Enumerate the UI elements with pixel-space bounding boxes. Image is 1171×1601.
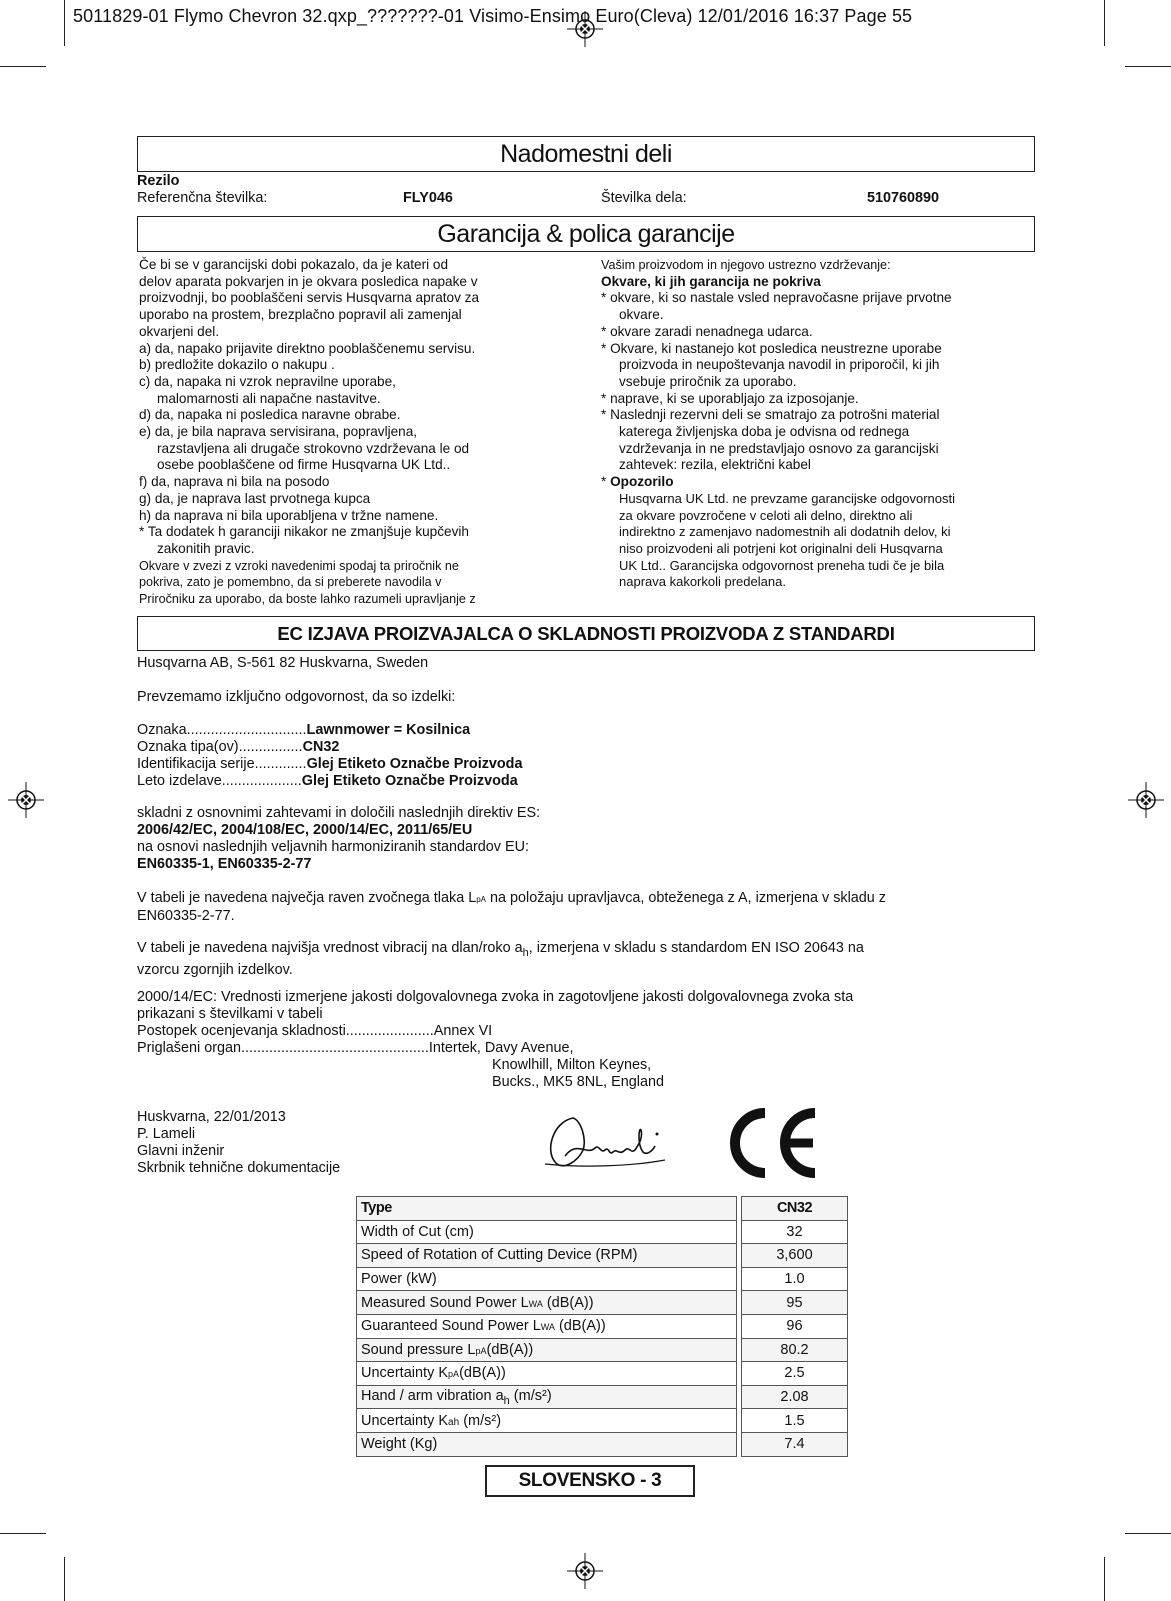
text-line: zahtevek: rezila, električni kabel bbox=[619, 457, 811, 473]
parts-item: Rezilo bbox=[137, 173, 180, 189]
text-line: proizvodnji, bo pooblaščeni servis Husqvarna apratov za bbox=[139, 290, 480, 306]
table-row bbox=[357, 1409, 848, 1433]
text-line: indirektno z zamenjavo nadomestnih ali dodatnih delov, ki bbox=[619, 524, 951, 540]
text-line: niso proizvodeni ali potrjeni kot originalni deli Husqvarna bbox=[619, 540, 943, 556]
sound-paragraph: V tabeli je navedena največja raven zvočnega tlaka LpA na položaju upravljavca, obteženega z A, izmerjena v skladu z EN60335-2-77. bbox=[137, 890, 886, 924]
text-line: vsebuje priročnik za uporabo. bbox=[619, 373, 797, 389]
text-line: e) da, je bila naprava servisirana, popravljena, bbox=[139, 424, 418, 440]
signer-role: Skrbnik tehnične dokumentacije bbox=[137, 1160, 341, 1176]
row-value: 1.0 bbox=[742, 1267, 848, 1291]
row-label: Speed of Rotation of Cutting Device (RPM) bbox=[357, 1244, 737, 1268]
row-label: Weight (Kg) bbox=[357, 1432, 737, 1456]
table-row bbox=[357, 1267, 848, 1291]
row-label: Uncertainty Kah (m/s²) bbox=[357, 1409, 737, 1433]
text-line: f) da, naprava ni bila na posodo bbox=[139, 474, 330, 490]
spec-table bbox=[356, 1196, 848, 1457]
standards: EN60335-1, EN60335-2-77 bbox=[137, 856, 312, 872]
parts-title-box bbox=[137, 136, 1035, 172]
text-line: a) da, napako prijavite direktno pooblaščenemu servisu. bbox=[139, 340, 476, 356]
text-line: Če bi se v garancijski dobi pokazalo, da je kateri od bbox=[139, 257, 449, 272]
ref-value: FLY046 bbox=[403, 190, 453, 206]
text-line: c) da, napaka ni vzrok nepravilne uporabe, bbox=[139, 373, 396, 389]
text-line: osebe pooblaščene od firme Husqvarna UK Ltd.. bbox=[157, 457, 451, 473]
text-line: * okvare, ki so nastale vsled nepravočasne prijave prvotne bbox=[601, 290, 952, 306]
ec-title: EC IZJAVA PROIZVAJALCA O SKLADNOSTI PROIZVODA Z STANDARDI bbox=[277, 623, 895, 644]
row-value: 32 bbox=[742, 1220, 848, 1244]
crop-mark bbox=[0, 66, 46, 67]
warning-heading-line: * Opozorilo bbox=[601, 474, 674, 490]
table-row bbox=[357, 1291, 848, 1315]
row-label: Uncertainty KpA(dB(A)) bbox=[357, 1362, 737, 1386]
warranty-title: Garancija & polica garancije bbox=[437, 220, 735, 248]
notified-body-row: Priglašeni organ............................................... Intertek, Davy Avenue, bbox=[137, 1040, 574, 1056]
company: Husqvarna AB, S-561 82 Huskvarna, Sweden bbox=[137, 655, 429, 671]
crop-mark bbox=[64, 1557, 65, 1601]
print-header: 5011829-01 Flymo Chevron 32.qxp_???????-01 Visimo-Ensimo Euro(Cleva) 12/01/2016 16:37 Page 55 bbox=[73, 6, 913, 26]
procedure-row: Postopek ocenjevanja skladnosti...................... Annex VI bbox=[137, 1023, 493, 1039]
row-value: 7.4 bbox=[742, 1432, 848, 1456]
text-line: razstavljena ali drugače strokovno vzdrževana le od bbox=[157, 440, 470, 456]
text-line: proizvoda in neupoštevanja navodil in priporočil, ki jih bbox=[619, 357, 940, 373]
text-line: naprava kakorkoli predelana. bbox=[619, 574, 786, 590]
part-number-value: 510760890 bbox=[867, 190, 940, 206]
warranty-right-column bbox=[601, 257, 1041, 591]
place-date: Huskvarna, 22/01/2013 bbox=[137, 1109, 286, 1125]
crop-mark bbox=[1104, 0, 1105, 46]
directives-block bbox=[137, 805, 540, 873]
text-line: * Naslednji rezervni deli se smatrajo za potrošni material bbox=[601, 407, 940, 423]
text-line: UK Ltd.. Garancijska odgovornost preneha tudi če je bila bbox=[619, 557, 945, 573]
part-number-label: Številka dela: bbox=[601, 190, 687, 206]
row-value: 2.08 bbox=[742, 1385, 848, 1409]
field-row: Oznaka.............................. Lawnmower = Kosilnica bbox=[137, 722, 471, 738]
text-line: malomarnosti ali napačne nastavitve. bbox=[157, 390, 381, 406]
responsibility: Prevzemamo izključno odgovornost, da so izdelki: bbox=[137, 689, 456, 705]
warranty-title-box bbox=[137, 216, 1035, 252]
text-line: h) da naprava ni bila uporabljena v tržne namene. bbox=[139, 507, 439, 523]
directives-intro: skladni z osnovnimi zahtevami in določili naslednjih direktiv ES: bbox=[137, 805, 541, 821]
text-line: d) da, napaka ni posledica naravne obrabe. bbox=[139, 407, 401, 423]
row-label: Sound pressure LpA(dB(A)) bbox=[357, 1338, 737, 1362]
noise-block: 2000/14/EC: Vrednosti izmerjene jakosti dolgovalovnega zvoka in zagotovljene jakosti dolgovalovnega zvoka sta prikazani s številkami v tabeli Postopek ocenjevanja skladnosti...................... Annex VI Priglašeni organ............................................... Intertek, Davy Avenue, Knowlhill, Milton Keynes, Bucks., MK5 8NL, England bbox=[137, 989, 1057, 1091]
text-line: okvarjeni del. bbox=[139, 323, 220, 339]
text-line: za okvare povzročene v celoti ali delno, direktno ali bbox=[619, 507, 913, 523]
text-line: * Okvare, ki nastanejo kot posledica neustrezne uporabe bbox=[601, 340, 942, 356]
text-line: * naprave, ki se uporabljajo za izposojanje. bbox=[601, 390, 859, 406]
row-value: 3,600 bbox=[742, 1244, 848, 1268]
registration-mark-icon bbox=[1128, 782, 1164, 818]
registration-mark-icon bbox=[8, 782, 44, 818]
text-line: g) da, je naprava last prvotnega kupca bbox=[139, 490, 371, 506]
field-row: Oznaka tipa(ov)................ CN32 bbox=[137, 739, 340, 755]
text-line: uporabo na prostem, brezplačno popravil ali zamenjal bbox=[139, 307, 462, 323]
text-line: pokriva, zato je pomembno, da si preberete navodila v bbox=[139, 575, 442, 590]
crop-mark bbox=[1104, 1557, 1105, 1601]
directives: 2006/42/EC, 2004/108/EC, 2000/14/EC, 2011/65/EU bbox=[137, 822, 473, 838]
row-label: Hand / arm vibration $a_h$ (m/s²) bbox=[357, 1385, 737, 1409]
language-footer: SLOVENSKO - 3 bbox=[518, 1470, 662, 1491]
row-label: Guaranteed Sound Power LWA (dB(A)) bbox=[357, 1314, 737, 1338]
row-value: 1.5 bbox=[742, 1409, 848, 1433]
text-line: zakonitih pravic. bbox=[157, 540, 255, 556]
table-header-value: CN32 bbox=[742, 1197, 848, 1221]
warning-heading: Opozorilo bbox=[610, 474, 674, 490]
crop-mark bbox=[1125, 66, 1171, 67]
vibration-paragraph: V tabeli je navedena najvišja vrednost vibracij na dlan/roko $a_h$, izmerjena v skladu s standardom EN ISO 20643 na vzorcu zgornjih izdelkov. bbox=[137, 940, 864, 978]
ce-mark-icon bbox=[723, 1108, 823, 1178]
parts-title: Nadomestni deli bbox=[500, 140, 672, 168]
row-value: 96 bbox=[742, 1314, 848, 1338]
row-label: Power (kW) bbox=[357, 1267, 737, 1291]
text-line: * Ta dodatek h garanciji nikakor ne zmanjšuje kupčevih bbox=[139, 524, 469, 540]
text-line: * okvare zaradi nenadnega udarca. bbox=[601, 323, 813, 339]
text-line: b) predložite dokazilo o nakupu . bbox=[139, 357, 335, 373]
signature-icon bbox=[543, 1110, 673, 1174]
registration-mark-icon bbox=[567, 1553, 603, 1589]
row-value: 95 bbox=[742, 1291, 848, 1315]
row-label: Width of Cut (cm) bbox=[357, 1220, 737, 1244]
warranty-left-column bbox=[139, 257, 579, 608]
row-value: 2.5 bbox=[742, 1362, 848, 1386]
table-row bbox=[357, 1314, 848, 1338]
crop-mark bbox=[0, 1533, 46, 1534]
language-footer-box bbox=[485, 1465, 695, 1497]
exclusions-heading: Okvare, ki jih garancija ne pokriva bbox=[601, 273, 821, 289]
signer-title: Glavni inženir bbox=[137, 1143, 225, 1159]
crop-mark bbox=[64, 0, 65, 46]
text-line: vzdrževanja in ne predstavljajo osnovo za garancijski bbox=[619, 440, 939, 456]
signatory-block bbox=[137, 1109, 340, 1177]
table-row bbox=[357, 1220, 848, 1244]
text-line: Husqvarna UK Ltd. ne prevzame garancijske odgovornosti bbox=[619, 490, 956, 506]
table-row bbox=[357, 1432, 848, 1456]
field-row: Identifikacija serije............. Glej Etiketo Označbe Proizvoda bbox=[137, 756, 523, 772]
text-line: Priročniku za uporabo, da boste lahko razumeli upravljanje z bbox=[139, 592, 476, 607]
ec-title-box bbox=[137, 616, 1035, 651]
text-line: Okvare v zvezi z vzroki navedenimi spodaj ta priročnik ne bbox=[139, 558, 459, 573]
signer: P. Lameli bbox=[137, 1126, 196, 1142]
product-fields bbox=[137, 722, 522, 790]
table-row bbox=[357, 1385, 848, 1409]
table-row bbox=[357, 1362, 848, 1386]
text-line: katerega življenjska doba je odvisna od rednega bbox=[619, 424, 910, 440]
crop-mark bbox=[1125, 1533, 1171, 1534]
table-header-label: Type bbox=[357, 1197, 737, 1221]
standards-intro: na osnovi naslednjih veljavnih harmoniziranih standardov EU: bbox=[137, 839, 529, 855]
text-line: Vašim proizvodom in njegovo ustrezno vzdrževanje: bbox=[601, 258, 891, 272]
table-row bbox=[357, 1338, 848, 1362]
row-value: 80.2 bbox=[742, 1338, 848, 1362]
table-row bbox=[357, 1244, 848, 1268]
field-row: Leto izdelave.................... Glej Etiketo Označbe Proizvoda bbox=[137, 773, 518, 789]
row-label: Measured Sound Power LWA (dB(A)) bbox=[357, 1291, 737, 1315]
ref-label: Referenčna številka: bbox=[137, 190, 268, 206]
text-line: okvare. bbox=[619, 307, 664, 323]
text-line: delov aparata pokvarjen in je okvara posledica napake v bbox=[139, 273, 478, 289]
table-header-row bbox=[357, 1197, 848, 1221]
